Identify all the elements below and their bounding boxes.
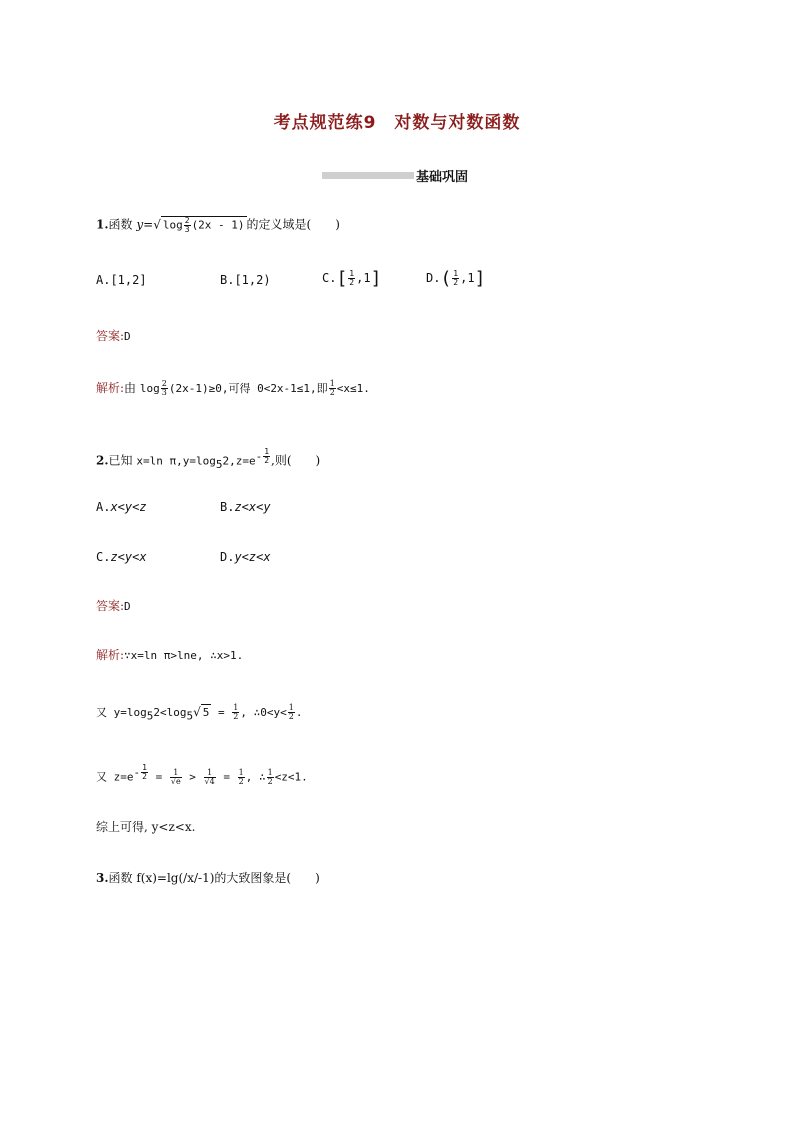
- q1-option-c: C.[ $\frac{1}{2}$ ,1]: [322, 268, 382, 289]
- sqrt-sign: √: [153, 217, 161, 232]
- q2-analysis-line-3: 又 $z=e^{- \frac{1}{2}}$ = $\frac{1}{√e}$ > $\frac{1}{√4}$ = $\frac{1}{2}$ , ∴ $\frac{1}{2}$ <z<1.: [96, 763, 308, 786]
- q2-analysis-line-2: 又 $y=\log_52<\log_5√$ 5 = $\frac{1}{2}$ , ∴0<y< $\frac{1}{2}$ .: [96, 703, 303, 723]
- q1-analysis: 解析:由 log $\frac{2}{3}$ (2x-1)≥0,可得 0<2x-1≤1,即 $\frac{1}{2}$ <x≤1.: [96, 379, 370, 397]
- section-label: 基础巩固: [416, 170, 469, 185]
- question-2: 2.已知 x=ln $\pi,y=\log_52,z=e^{- \frac{1}{2}}$ ,则( ): [96, 447, 321, 471]
- q1-answer: 答案:D: [96, 329, 131, 343]
- q2-option-a: A.x<y<z: [96, 500, 147, 514]
- q2-option-b: B.z<x<y: [220, 500, 271, 514]
- q1-option-b: B.[1,2): [220, 273, 271, 287]
- q1-option-a: A.[1,2]: [96, 273, 147, 287]
- q1-option-d: D.( $\frac{1}{2}$ ,1]: [426, 268, 486, 289]
- page-title: 考点规范练9 对数与对数函数: [273, 113, 521, 133]
- q2-summary: 综上可得, y<z<x.: [96, 820, 196, 834]
- radicand: log $\frac{2}{3}$ (2x - 1): [162, 216, 245, 234]
- q2-option-c: C.z<y<x: [96, 550, 147, 564]
- question-3: 3.函数 f(x)=lg(/x/-1)的大致图象是( ): [96, 871, 320, 885]
- q2-answer: 答案:D: [96, 599, 131, 613]
- section-divider: [322, 172, 414, 179]
- q2-option-d: D.y<z<x: [220, 550, 271, 564]
- q2-analysis: 解析:∵x=ln π>lne, ∴x>1.: [96, 648, 244, 662]
- question-1: 1.函数 y=√ log $\frac{2}{3}$ (2x - 1) 的定义域是( ): [96, 216, 340, 234]
